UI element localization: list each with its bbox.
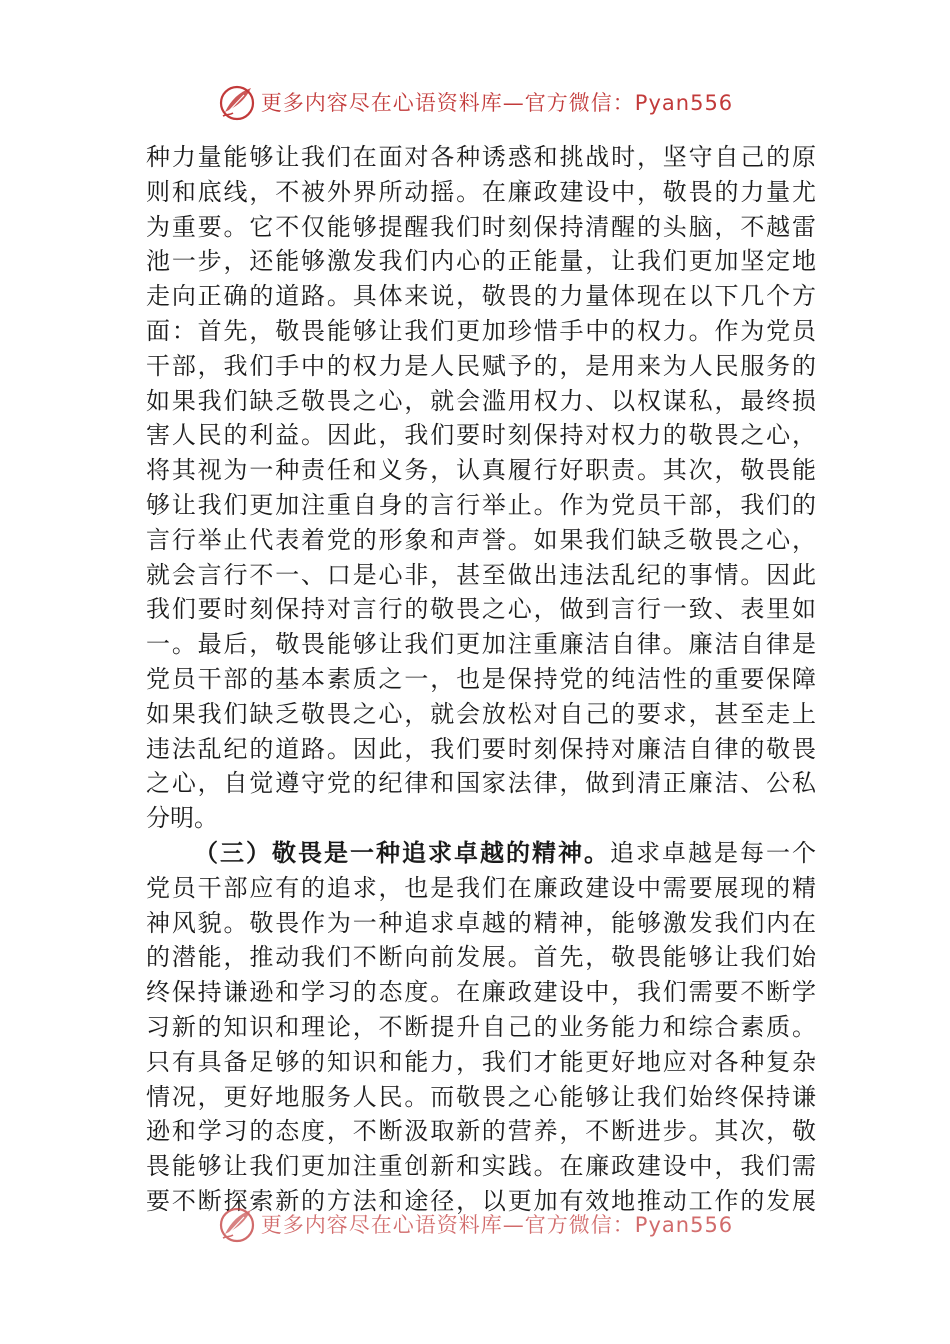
text-line: 面：首先，敬畏能够让我们更加珍惜手中的权力。作为党员 bbox=[146, 316, 816, 345]
text-line: 畏能够让我们更加注重创新和实践。在廉政建设中，我们需 bbox=[146, 1152, 816, 1181]
text-line: 终保持谦逊和学习的态度。在廉政建设中，我们需要不断学 bbox=[146, 978, 816, 1007]
section-3-heading: （三）敬畏是一种追求卓越的精神。 bbox=[194, 837, 610, 867]
feather-pen-logo-icon bbox=[217, 1204, 257, 1244]
text-line: 党员干部的基本素质之一，也是保持党的纯洁性的重要保障 bbox=[146, 664, 816, 693]
document-body bbox=[146, 140, 816, 1219]
text-line: 违法乱纪的道路。因此，我们要时刻保持对廉洁自律的敬畏 bbox=[146, 734, 816, 763]
text-line: 的潜能，推动我们不断向前发展。首先，敬畏能够让我们始 bbox=[146, 943, 816, 972]
text-line: 走向正确的道路。具体来说，敬畏的力量体现在以下几个方 bbox=[146, 282, 816, 311]
text-line: 言行举止代表着党的形象和声誉。如果我们缺乏敬畏之心， bbox=[146, 525, 816, 554]
text-line: 害人民的利益。因此，我们要时刻保持对权力的敬畏之心， bbox=[146, 421, 816, 450]
text-line: 如果我们缺乏敬畏之心，就会放松对自己的要求，甚至走上 bbox=[146, 699, 816, 728]
text-line: 将其视为一种责任和义务，认真履行好职责。其次，敬畏能 bbox=[146, 456, 816, 485]
paragraph-power-of-awe bbox=[146, 140, 816, 836]
text-line: 我们要时刻保持对言行的敬畏之心，做到言行一致、表里如 bbox=[146, 595, 816, 624]
section-3-first-line-text: 追求卓越是每一个 bbox=[610, 838, 816, 867]
text-line: 神风貌。敬畏作为一种追求卓越的精神，能够激发我们内在 bbox=[146, 908, 816, 937]
text-line: 分明。 bbox=[146, 804, 218, 833]
text-line: 习新的知识和理论，不断提升自己的业务能力和综合素质。 bbox=[146, 1012, 816, 1041]
text-line: 就会言行不一、口是心非，甚至做出违法乱纪的事情。因此 bbox=[146, 560, 816, 589]
text-line: 为重要。它不仅能够提醒我们时刻保持清醒的头脑，不越雷 bbox=[146, 212, 816, 241]
text-line: 要不断探索新的方法和途径，以更加有效地推动工作的发展 bbox=[146, 1186, 816, 1215]
paragraph-pursuit-of-excellence bbox=[146, 871, 816, 1219]
text-line: 逊和学习的态度，不断汲取新的营养，不断进步。其次，敬 bbox=[146, 1117, 816, 1146]
text-line: 干部，我们手中的权力是人民赋予的，是用来为人民服务的 bbox=[146, 351, 816, 380]
section-3-first-line bbox=[146, 836, 816, 871]
text-line: 情况，更好地服务人民。而敬畏之心能够让我们始终保持谦 bbox=[146, 1082, 816, 1111]
text-line: 种力量能够让我们在面对各种诱惑和挑战时，坚守自己的原 bbox=[146, 143, 816, 171]
text-line: 之心，自觉遵守党的纪律和国家法律，做到清正廉洁、公私 bbox=[146, 769, 816, 798]
text-line: 党员干部应有的追求，也是我们在廉政建设中需要展现的精 bbox=[146, 873, 816, 902]
text-line: 池一步，还能够激发我们内心的正能量，让我们更加坚定地 bbox=[146, 247, 816, 276]
watermark-text: 更多内容尽在心语资料库—官方微信：Pyan556 bbox=[260, 1213, 734, 1237]
text-line: 只有具备足够的知识和能力，我们才能更好地应对各种复杂 bbox=[146, 1047, 816, 1076]
header-watermark bbox=[0, 80, 950, 124]
feather-pen-logo-icon bbox=[217, 82, 257, 122]
footer-watermark bbox=[0, 1202, 950, 1246]
text-line: 一。最后，敬畏能够让我们更加注重廉洁自律。廉洁自律是 bbox=[146, 630, 816, 659]
text-line: 够让我们更加注重自身的言行举止。作为党员干部，我们的 bbox=[146, 490, 816, 519]
text-line: 如果我们缺乏敬畏之心，就会滥用权力、以权谋私，最终损 bbox=[146, 386, 816, 415]
text-line: 则和底线，不被外界所动摇。在廉政建设中，敬畏的力量尤 bbox=[146, 177, 816, 206]
watermark-text: 更多内容尽在心语资料库—官方微信：Pyan556 bbox=[260, 91, 734, 115]
